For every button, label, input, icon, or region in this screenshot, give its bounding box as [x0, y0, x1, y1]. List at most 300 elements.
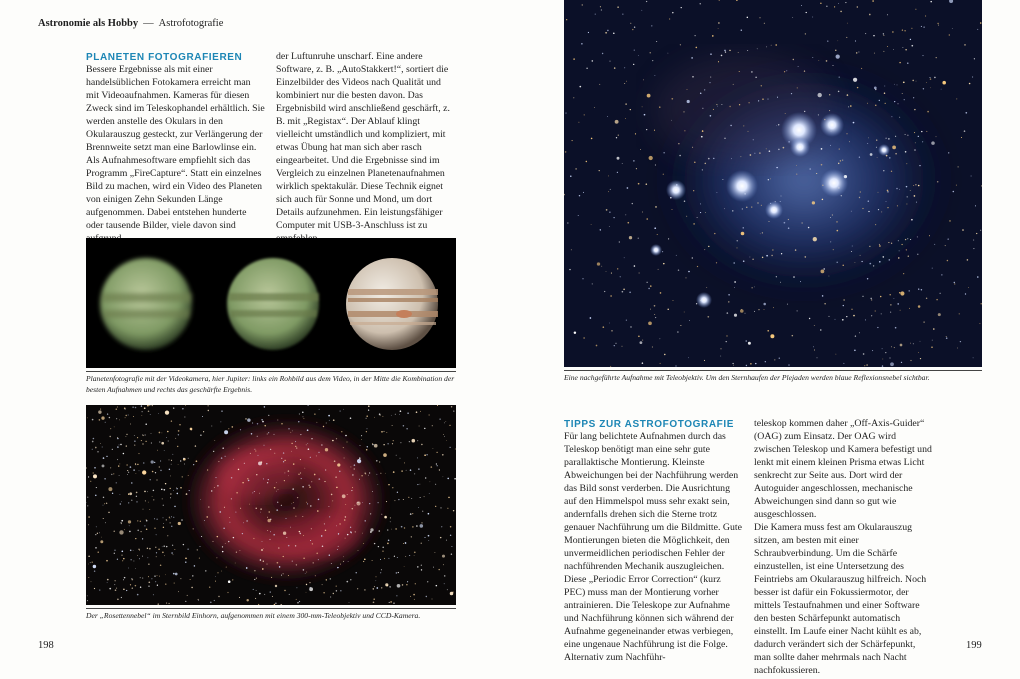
star — [104, 503, 105, 504]
star — [913, 343, 914, 344]
star — [851, 309, 852, 310]
star — [668, 238, 669, 239]
star — [687, 100, 690, 103]
star — [965, 293, 966, 294]
star — [617, 172, 618, 173]
star — [268, 432, 269, 433]
star — [134, 561, 135, 562]
star — [822, 199, 824, 201]
star — [344, 457, 345, 458]
star — [318, 499, 320, 501]
star — [389, 602, 390, 603]
star — [340, 590, 341, 591]
star — [693, 223, 695, 225]
star — [705, 212, 706, 213]
star — [771, 45, 772, 46]
star — [827, 41, 828, 42]
star — [881, 313, 882, 314]
star — [260, 508, 262, 510]
star — [275, 585, 277, 587]
star — [148, 410, 150, 412]
star — [838, 3, 839, 4]
star — [263, 478, 264, 479]
star — [584, 114, 585, 115]
star — [259, 493, 260, 494]
star — [336, 525, 337, 526]
star — [170, 493, 171, 494]
star — [446, 440, 447, 441]
star — [795, 249, 796, 250]
star — [600, 6, 601, 7]
star — [706, 287, 707, 288]
star — [344, 519, 346, 521]
star — [872, 350, 873, 351]
star — [142, 556, 143, 557]
star — [325, 469, 326, 470]
star — [182, 476, 183, 477]
star — [194, 565, 196, 567]
star — [678, 269, 679, 270]
star — [129, 492, 132, 495]
star — [98, 552, 99, 553]
star — [366, 431, 367, 432]
star — [143, 509, 144, 510]
star — [438, 569, 439, 570]
star — [632, 29, 633, 30]
star — [387, 543, 389, 545]
star — [93, 438, 95, 440]
star — [324, 523, 325, 524]
star — [276, 482, 277, 483]
star — [716, 262, 717, 263]
star — [262, 421, 264, 423]
star — [112, 449, 113, 450]
star — [95, 534, 96, 535]
star — [647, 282, 648, 283]
star — [443, 564, 444, 565]
star — [607, 116, 608, 117]
star — [394, 500, 395, 501]
star — [300, 459, 301, 460]
star — [448, 497, 450, 499]
star — [121, 520, 123, 522]
star — [218, 461, 219, 462]
star — [240, 508, 241, 509]
star — [573, 58, 575, 60]
star — [871, 299, 872, 300]
star — [108, 487, 112, 491]
star — [412, 513, 413, 514]
star — [86, 467, 87, 468]
star — [920, 358, 921, 359]
star — [136, 496, 137, 497]
star — [765, 361, 766, 362]
star — [148, 576, 149, 577]
star — [742, 208, 743, 209]
star — [869, 246, 870, 247]
star — [792, 17, 793, 18]
star — [227, 592, 228, 593]
star — [184, 463, 185, 464]
page-number-right: 199 — [966, 640, 982, 651]
star — [308, 448, 310, 450]
star — [151, 578, 152, 579]
star — [131, 500, 132, 501]
star — [98, 410, 101, 413]
star — [155, 581, 156, 582]
star — [255, 450, 256, 451]
star — [726, 341, 727, 342]
star — [883, 51, 884, 52]
star — [236, 552, 237, 553]
star — [382, 416, 383, 417]
star — [157, 519, 158, 520]
star — [366, 428, 367, 429]
star — [404, 566, 405, 567]
star — [767, 330, 769, 332]
star — [105, 422, 106, 423]
star — [139, 453, 140, 454]
star — [847, 23, 848, 24]
star — [634, 265, 636, 267]
star — [333, 419, 335, 421]
star — [455, 448, 456, 449]
star — [119, 530, 123, 534]
star — [605, 32, 607, 34]
section1-column-2 — [276, 50, 456, 245]
star — [158, 603, 159, 604]
star — [127, 470, 128, 471]
star — [159, 441, 160, 442]
star — [328, 415, 330, 417]
pleiades-caption: Eine nachgeführte Aufnahme mit Teleobjektiv. Um den Sternhaufen der Plejaden werden blaue Reflexionsnebel sichtbar. — [564, 373, 930, 382]
star — [755, 77, 756, 78]
star — [178, 522, 181, 525]
star — [354, 464, 356, 466]
star — [121, 501, 122, 502]
star — [87, 600, 88, 601]
star — [675, 365, 676, 366]
star — [381, 587, 382, 588]
star — [106, 503, 107, 504]
star — [390, 521, 391, 522]
star — [962, 229, 964, 231]
star — [820, 3, 821, 4]
star — [623, 288, 625, 290]
star — [395, 414, 396, 415]
star — [829, 94, 830, 95]
star — [894, 101, 895, 102]
star — [374, 417, 375, 418]
star — [873, 265, 874, 266]
star — [409, 441, 410, 442]
star — [173, 554, 174, 555]
star — [402, 584, 404, 586]
star — [226, 567, 227, 568]
star — [439, 418, 440, 419]
star — [883, 33, 884, 34]
star — [718, 61, 719, 62]
star — [87, 497, 88, 498]
star — [904, 30, 905, 31]
star — [125, 408, 126, 409]
star — [187, 595, 188, 596]
star — [843, 265, 844, 266]
star — [713, 158, 714, 159]
star — [162, 433, 163, 434]
star — [170, 522, 171, 523]
star — [281, 423, 282, 424]
star — [592, 283, 593, 284]
star — [617, 268, 618, 269]
star — [414, 555, 415, 556]
star — [949, 34, 950, 35]
star — [634, 50, 635, 51]
star — [855, 335, 856, 336]
star — [746, 365, 747, 366]
star — [177, 446, 178, 447]
star — [114, 584, 115, 585]
star — [264, 594, 265, 595]
star — [246, 520, 247, 521]
star — [898, 103, 899, 104]
star — [223, 528, 224, 529]
star — [105, 522, 106, 523]
star — [758, 309, 759, 310]
star — [609, 211, 610, 212]
star — [909, 308, 910, 309]
star — [102, 447, 103, 448]
star — [215, 581, 216, 582]
star — [420, 524, 424, 528]
star — [619, 241, 620, 242]
star — [915, 142, 916, 143]
star — [614, 345, 615, 346]
star — [409, 555, 410, 556]
star — [874, 53, 875, 54]
star — [857, 6, 858, 7]
star — [908, 255, 909, 256]
star — [288, 575, 289, 576]
star — [624, 83, 625, 84]
star — [352, 474, 353, 475]
star — [412, 526, 413, 527]
star — [284, 480, 285, 481]
star — [702, 130, 704, 132]
star — [325, 530, 326, 531]
star — [961, 137, 962, 138]
star — [590, 317, 592, 319]
star — [624, 257, 625, 258]
star — [260, 559, 262, 561]
star — [135, 538, 136, 539]
star — [887, 191, 888, 192]
star — [407, 581, 408, 582]
pleiades-photo — [564, 0, 982, 367]
star — [887, 190, 889, 192]
star — [876, 139, 877, 140]
star — [184, 417, 185, 418]
star — [151, 433, 152, 434]
star — [875, 105, 876, 106]
star — [411, 498, 412, 499]
star — [836, 54, 840, 58]
star — [372, 560, 373, 561]
star — [734, 314, 737, 317]
star — [748, 102, 749, 103]
star — [336, 487, 338, 489]
star — [440, 507, 441, 508]
star — [380, 473, 381, 474]
star — [142, 443, 143, 444]
star — [828, 276, 829, 277]
star — [622, 163, 623, 164]
star — [140, 587, 141, 588]
star — [290, 432, 291, 433]
star — [216, 557, 217, 558]
star — [388, 558, 389, 559]
star — [436, 463, 437, 464]
star — [130, 423, 131, 424]
star — [159, 466, 160, 467]
star — [283, 573, 284, 574]
star — [613, 217, 614, 218]
star — [882, 359, 883, 360]
star — [855, 40, 856, 41]
star — [314, 474, 316, 476]
star — [231, 426, 233, 428]
star — [120, 522, 121, 523]
star — [676, 255, 677, 256]
star — [918, 185, 920, 187]
star — [646, 183, 648, 185]
star — [197, 549, 198, 550]
star — [428, 513, 430, 515]
star — [310, 457, 311, 458]
star — [693, 190, 694, 191]
star — [140, 577, 141, 578]
star — [708, 246, 709, 247]
star — [116, 588, 117, 589]
star — [684, 312, 685, 313]
star — [153, 499, 154, 500]
star — [776, 276, 777, 277]
star — [164, 546, 165, 547]
star — [809, 318, 810, 319]
star — [630, 326, 631, 327]
star — [267, 434, 268, 435]
star — [410, 596, 411, 597]
star — [956, 185, 957, 186]
star — [629, 236, 632, 239]
star — [106, 560, 108, 562]
star — [369, 503, 370, 504]
star — [109, 417, 111, 419]
star — [302, 486, 304, 488]
star — [183, 544, 184, 545]
star — [169, 488, 170, 489]
star — [253, 538, 254, 539]
rosette-nebula-photo — [86, 405, 456, 605]
star — [136, 492, 138, 494]
star — [255, 598, 256, 599]
star — [814, 325, 815, 326]
star — [168, 440, 169, 441]
star — [751, 207, 752, 208]
star — [853, 78, 857, 82]
star — [853, 315, 855, 317]
star — [392, 487, 393, 488]
star — [853, 122, 855, 124]
star — [145, 441, 146, 442]
star — [379, 461, 380, 462]
star — [370, 513, 371, 514]
star — [664, 152, 665, 153]
star — [357, 588, 358, 589]
star — [392, 443, 393, 444]
star — [410, 469, 412, 471]
star — [356, 572, 357, 573]
star — [709, 82, 710, 83]
star — [147, 557, 148, 558]
star — [306, 445, 307, 446]
star — [310, 540, 311, 541]
star — [131, 559, 132, 560]
star — [572, 140, 573, 141]
star — [947, 238, 949, 240]
star — [298, 474, 299, 475]
star — [323, 426, 324, 427]
star — [758, 100, 759, 101]
star — [869, 14, 871, 16]
star — [640, 149, 641, 150]
star — [318, 478, 320, 480]
star — [396, 595, 397, 596]
star — [123, 588, 125, 590]
star — [259, 593, 261, 595]
star — [199, 558, 200, 559]
star — [185, 405, 186, 406]
star — [879, 100, 880, 101]
star — [121, 550, 123, 552]
star — [281, 575, 282, 576]
star — [896, 188, 898, 190]
star — [109, 588, 111, 590]
star — [657, 234, 658, 235]
star — [319, 409, 320, 410]
star — [364, 559, 366, 561]
star — [787, 304, 788, 305]
star — [617, 6, 619, 8]
star — [578, 122, 579, 123]
star — [163, 527, 164, 528]
star — [721, 55, 723, 57]
star — [299, 601, 300, 602]
star — [193, 464, 194, 465]
star — [330, 597, 331, 598]
star — [680, 325, 681, 326]
star — [854, 262, 855, 263]
star — [582, 278, 583, 279]
star — [354, 505, 355, 506]
star — [123, 579, 124, 580]
star — [418, 507, 419, 508]
star — [87, 418, 88, 419]
star — [817, 357, 818, 358]
star — [602, 53, 603, 54]
star — [936, 299, 938, 301]
star — [278, 489, 279, 490]
